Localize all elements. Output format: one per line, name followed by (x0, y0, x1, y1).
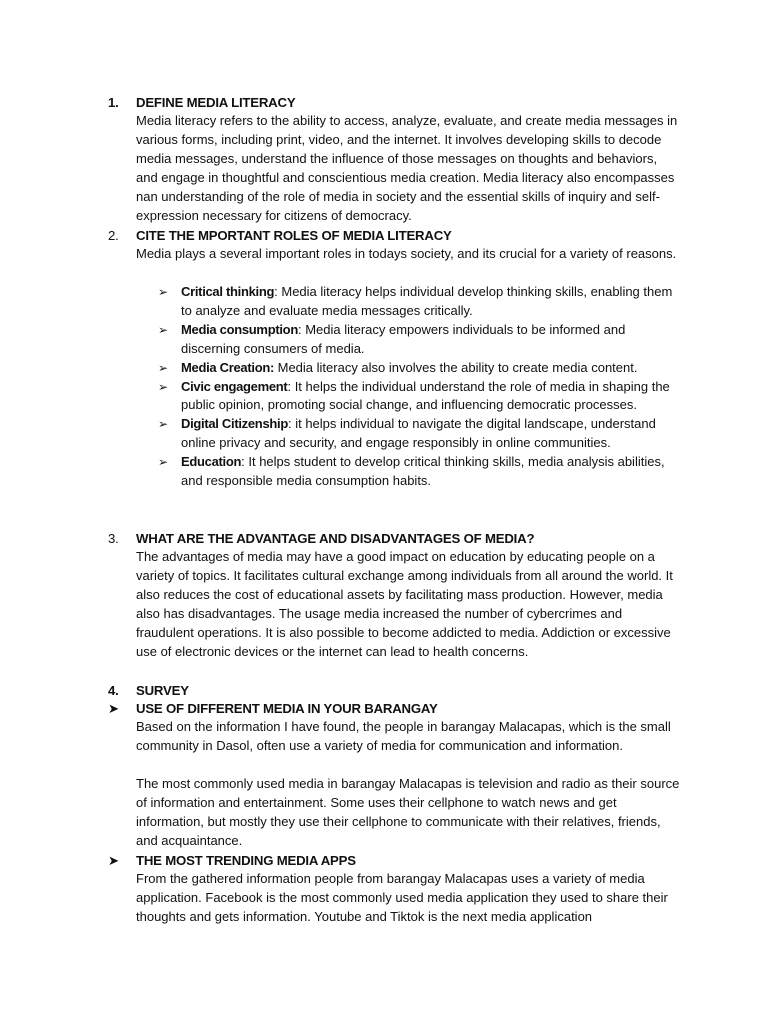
section-number: 2. (108, 228, 119, 243)
arrow-bullet-icon: ➢ (158, 285, 169, 299)
section-title: WHAT ARE THE ADVANTAGE AND DISADVANTAGES OF MEDIA? (136, 531, 535, 546)
survey-item-2-paragraph-1: From the gathered information people from barangay Malacapas uses a variety of media application. Facebook is the most commonly used media application they used to share their thoughts and gets information. Youtube and Tiktok is the next media application (136, 871, 668, 924)
bullet-term: Education (181, 454, 242, 470)
section-3-body: The advantages of media may have a good impact on education by educating people on a variety of topics. It facilitates cultural exchange among individuals from all around the world. It also reduces the cost of educational assets by facilitating mass production. However, media also has disadvantages. The usage media increased the number of cybercrimes and fraudulent operations. It is also possible to become addicted to media. Addiction or excessive use of electronic devices or the internet can lead to health concerns. (136, 549, 673, 659)
section-title: SURVEY (136, 683, 189, 698)
survey-item-1-paragraph-2: The most commonly used media in barangay Malacapas is television and radio as their source of information and entertainment. Some uses their cellphone to watch news and get information, but mostly they use their cellphone to communicate with their relatives, friends, and acquaintance. (136, 776, 680, 848)
section-title: DEFINE MEDIA LITERACY (136, 95, 296, 110)
arrow-bullet-icon: ➢ (158, 417, 169, 432)
section-1-heading (108, 93, 708, 112)
section-2-heading (108, 226, 708, 245)
bullet-term: Civic engagement (181, 378, 288, 394)
list-item (158, 453, 682, 491)
list-item (158, 359, 682, 378)
bullet-text: : Media literacy helps individual develop thinking skills, enabling them to analyze and evaluate media messages critically. (181, 284, 673, 318)
section-4-heading (108, 681, 708, 700)
list-item (158, 378, 682, 416)
section-number: 3. (108, 531, 119, 546)
arrow-icon: ➤ (108, 853, 119, 868)
bullet-text: Media literacy also involves the ability to create media content. (274, 359, 638, 375)
arrow-bullet-icon: ➢ (158, 360, 169, 375)
bullet-term: Media consumption (181, 321, 298, 337)
section-title: CITE THE MPORTANT ROLES OF MEDIA LITERACY (136, 228, 452, 243)
survey-item-2-heading (108, 851, 708, 870)
section-2-body: Media plays a several important roles in todays society, and its crucial for a variety of reasons. (136, 246, 677, 261)
arrow-icon: ➤ (108, 701, 119, 716)
bullet-term: Media Creation: (181, 359, 275, 375)
list-item (158, 283, 682, 321)
survey-title: THE MOST TRENDING MEDIA APPS (136, 853, 356, 868)
section-3-heading (108, 529, 708, 548)
survey-item-1-paragraph-1: Based on the information I have found, the people in barangay Malacapas, which is the small community in Dasol, often use a variety of media for communication and information. (136, 719, 671, 753)
bullet-text: : It helps the individual understand the role of media in shaping the public opinion, promoting social change, and influencing democratic processes. (181, 378, 670, 413)
list-item (158, 415, 682, 453)
section-number: 4. (108, 683, 119, 698)
arrow-bullet-icon: ➢ (158, 455, 169, 470)
survey-item-1-heading (108, 699, 708, 718)
section-number: 1. (108, 95, 119, 110)
bullet-term: Critical thinking (181, 284, 275, 299)
bullet-text: : it helps individual to navigate the digital landscape, understand online privacy and security, and engage responsibly in online communities. (181, 416, 656, 451)
arrow-bullet-icon: ➢ (158, 379, 169, 394)
section-1-body: Media literacy refers to the ability to access, analyze, evaluate, and create media messages in various forms, including print, video, and the internet. It involves developing skills to decode media messages, understand the influence of those messages on thoughts and behaviors, and engage in thoughtful and conscientious media creation. Media literacy also encompasses nan understanding of the role of media in society and the essential skills of inquiry and self- expression necessary for citizens of democracy. (136, 113, 678, 223)
arrow-bullet-icon: ➢ (158, 322, 169, 337)
bullet-text: : It helps student to develop critical thinking skills, media analysis abilities, and responsible media consumption habits. (181, 454, 665, 489)
bullet-text: : Media literacy empowers individuals to be informed and discerning consumers of media. (181, 321, 626, 356)
bullet-term: Digital Citizenship (181, 416, 288, 432)
list-item (158, 321, 682, 359)
survey-title: USE OF DIFFERENT MEDIA IN YOUR BARANGAY (136, 701, 438, 716)
roles-bullet-list (158, 283, 682, 491)
